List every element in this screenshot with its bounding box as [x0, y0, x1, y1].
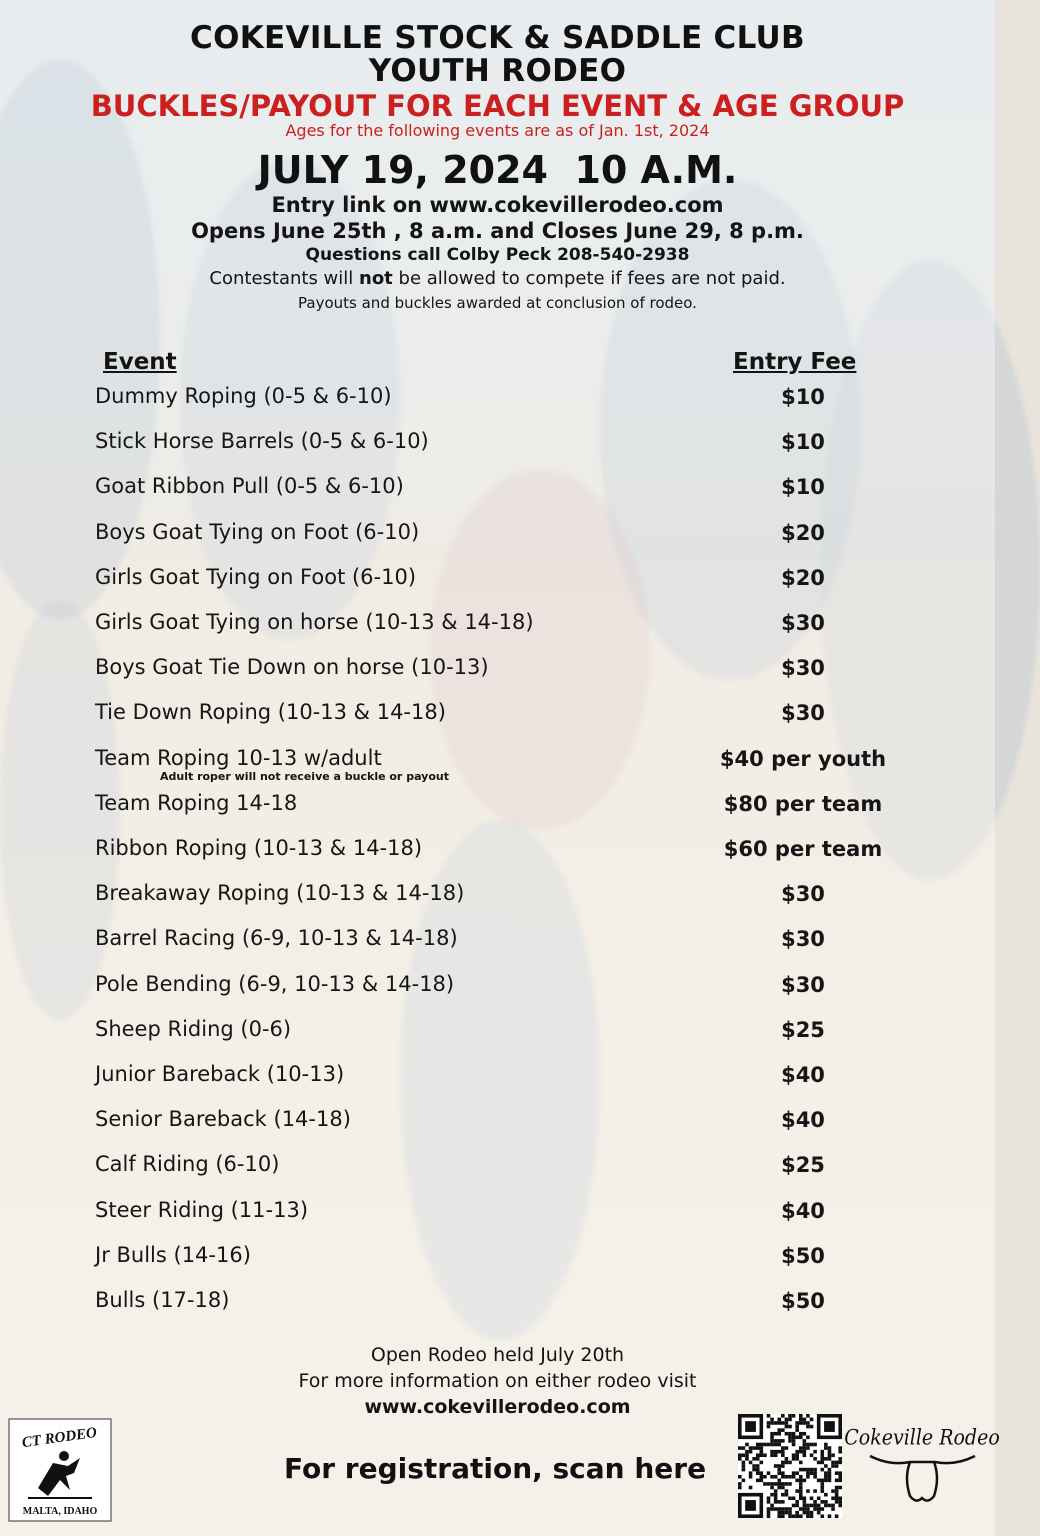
event-name: Dummy Roping (0-5 & 6-10)	[95, 384, 392, 408]
event-row	[0, 1144, 995, 1189]
entry-fee: $60 per team	[723, 837, 883, 861]
entry-fee: $30	[781, 882, 825, 907]
title-line-1: COKEVILLE STOCK & SADDLE CLUB	[190, 20, 805, 56]
registration-window: Opens June 25th , 8 a.m. and Closes June 29, 8 p.m.	[191, 219, 804, 243]
cokeville-rodeo-logo	[844, 1418, 1000, 1514]
event-row	[0, 647, 995, 692]
event-name: Steer Riding (11-13)	[95, 1197, 309, 1222]
event-row	[0, 1280, 995, 1325]
event-name: Calf Riding (6-10)	[95, 1152, 280, 1177]
event-name: Senior Bareback (14-18)	[95, 1107, 351, 1132]
payout-notice: Payouts and buckles awarded at conclusion of rodeo.	[298, 294, 697, 312]
entry-fee: $20	[781, 565, 825, 590]
event-row	[0, 783, 995, 828]
event-row	[0, 692, 995, 737]
svg-text:Cokeville Rodeo: Cokeville Rodeo	[844, 1424, 1000, 1450]
event-date: JULY 19, 2024 10 A.M.	[257, 148, 738, 192]
event-name: Pole Bending (6-9, 10-13 & 14-18)	[95, 971, 455, 996]
event-row	[0, 376, 995, 421]
entry-fee: $20	[781, 520, 825, 545]
svg-text:CT RODEO: CT RODEO	[20, 1424, 98, 1452]
event-name: Team Roping 10-13 w/adult	[95, 745, 382, 770]
ct-rodeo-logo	[8, 1418, 112, 1522]
event-row	[0, 828, 995, 873]
open-rodeo-note: Open Rodeo held July 20th	[370, 1344, 625, 1366]
event-name: Junior Bareback (10-13)	[95, 1062, 345, 1086]
entry-fee: $40	[781, 1063, 825, 1087]
event-row	[0, 466, 995, 511]
event-row	[0, 738, 995, 783]
event-name: Bulls (17-18)	[95, 1288, 230, 1312]
svg-text:MALTA, IDAHO: MALTA, IDAHO	[22, 1506, 98, 1517]
entry-fee: $80 per team	[723, 791, 883, 816]
entry-fee: $30	[781, 656, 825, 681]
event-name: Girls Goat Tying on Foot (6-10)	[95, 564, 417, 589]
questions-contact: Questions call Colby Peck 208-540-2938	[305, 245, 690, 265]
entry-fee: $40	[781, 1198, 825, 1223]
flyer-footer	[0, 1342, 995, 1420]
event-name: Tie Down Roping (10-13 & 14-18)	[95, 700, 446, 725]
entry-fee: $10	[781, 430, 825, 455]
event-name: Ribbon Roping (10-13 & 14-18)	[95, 836, 423, 860]
flyer-header	[0, 22, 995, 315]
event-name: Boys Goat Tying on Foot (6-10)	[95, 519, 420, 544]
more-info-note: For more information on either rodeo visit	[298, 1370, 697, 1392]
event-row	[0, 421, 995, 466]
event-column-header: Event	[103, 349, 177, 375]
website-link[interactable]: www.cokevillerodeo.com	[364, 1396, 631, 1418]
entry-fee: $10	[781, 475, 825, 500]
event-row	[0, 1099, 995, 1144]
entry-fee: $40 per youth	[719, 746, 887, 771]
event-row	[0, 1190, 995, 1235]
entry-fee: $25	[781, 1017, 825, 1042]
event-name: Team Roping 14-18	[95, 790, 298, 815]
entry-fee: $40	[781, 1108, 825, 1133]
title-line-2: YOUTH RODEO	[368, 53, 627, 89]
entry-fee: $25	[781, 1153, 825, 1178]
event-name: Sheep Riding (0-6)	[95, 1016, 292, 1041]
event-name: Boys Goat Tie Down on horse (10-13)	[95, 655, 489, 680]
entry-fee: $30	[781, 972, 825, 997]
scan-instruction: For registration, scan here	[284, 1452, 707, 1485]
event-name: Girls Goat Tying on horse (10-13 & 14-18)	[95, 610, 534, 634]
event-name: Jr Bulls (14-16)	[95, 1242, 251, 1267]
event-row	[0, 602, 995, 647]
event-row	[0, 964, 995, 1009]
entry-fee: $50	[781, 1243, 825, 1268]
event-row	[0, 512, 995, 557]
event-row	[0, 918, 995, 963]
entry-fee: $50	[781, 1289, 825, 1313]
event-name: Stick Horse Barrels (0-5 & 6-10)	[95, 429, 429, 454]
payout-heading: BUCKLES/PAYOUT FOR EACH EVENT & AGE GROUP	[90, 89, 905, 123]
entry-fee: $30	[781, 701, 825, 726]
event-note: Adult roper will not receive a buckle or payout	[160, 769, 449, 783]
entry-link-text: Entry link on www.cokevillerodeo.com	[271, 193, 724, 217]
event-name: Barrel Racing (6-9, 10-13 & 14-18)	[95, 926, 458, 951]
event-name: Breakaway Roping (10-13 & 14-18)	[95, 881, 465, 906]
fee-column-header: Entry Fee	[733, 349, 857, 375]
event-row	[0, 557, 995, 602]
entry-fee: $30	[781, 611, 825, 635]
event-row	[0, 1235, 995, 1280]
ages-note: Ages for the following events are as of Jan. 1st, 2024	[285, 121, 710, 140]
event-row	[0, 1009, 995, 1054]
event-row	[0, 873, 995, 918]
fees-notice: Contestants will not be allowed to compete if fees are not paid.	[209, 268, 786, 289]
event-name: Goat Ribbon Pull (0-5 & 6-10)	[95, 474, 404, 499]
entry-fee: $30	[781, 927, 825, 952]
event-row	[0, 1054, 995, 1099]
entry-fee: $10	[781, 385, 825, 409]
registration-qr-code[interactable]	[738, 1414, 842, 1518]
